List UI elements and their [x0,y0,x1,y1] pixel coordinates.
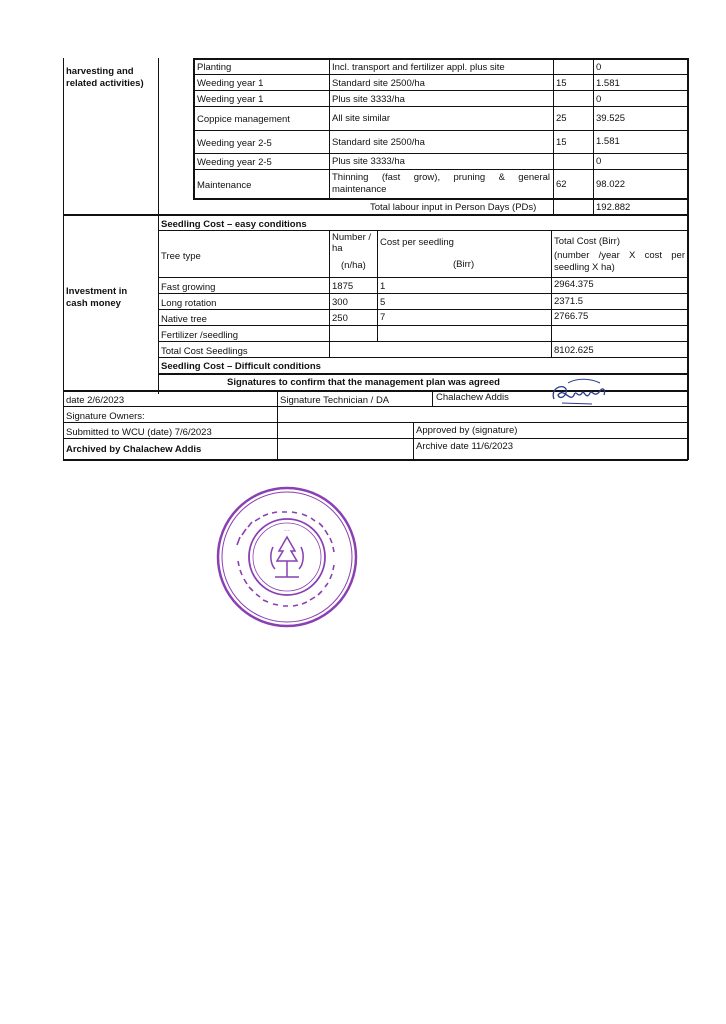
labour-activity: Coppice management [197,114,290,125]
tree-total: 2371.5 [554,296,584,307]
tree-type-header: Tree type [161,251,201,262]
number-header-line1: Number / [332,232,372,243]
tree-cost: 7 [380,312,386,323]
tree-type: Native tree [161,314,207,325]
labour-description: Plus site 3333/ha [332,94,405,105]
tree-total: 2766.75 [554,311,589,322]
total-labour-label: Total labour input in Person Days (PDs) [370,202,537,213]
tree-type: Fertilizer /seedling [161,330,239,341]
labour-description: Plus site 3333/ha [332,156,405,167]
labour-cost: 0 [596,94,602,105]
tree-number: 300 [332,297,348,308]
labour-activity: Weeding year 2-5 [197,138,272,149]
labour-description: Thinning (fast grow), pruning & general maintenance [332,172,550,195]
number-header-line3: (n/ha) [341,260,366,271]
labour-cost: 0 [596,62,602,73]
seedling-difficult-title: Seedling Cost – Difficult conditions [161,361,321,372]
tree-number: 250 [332,313,348,324]
date-field: date 2/6/2023 [66,395,125,406]
labour-days: 15 [556,78,567,89]
investment-label-line2: cash money [66,298,121,309]
labour-description: All site similar [332,113,391,124]
tree-number: 1875 [332,281,354,292]
tree-type: Fast growing [161,282,216,293]
technician-label: Signature Technician / DA [280,395,390,406]
number-header-line2: ha [332,243,343,254]
labour-days: 62 [556,179,567,190]
labour-description: Standard site 2500/ha [332,137,425,148]
archived-by-field: Archived by Chalachew Addis [66,444,202,455]
submitted-field: Submitted to WCU (date) 7/6/2023 [66,427,212,438]
labour-cost: 1.581 [596,78,620,89]
labour-activity: Maintenance [197,180,252,191]
total-seedlings-value: 8102.625 [554,345,594,356]
harvesting-label-line2: related activities) [66,78,144,89]
total-labour-value: 192.882 [596,202,631,213]
labour-cost: 1.581 [596,136,620,147]
labour-description: Standard site 2500/ha [332,78,425,89]
total-header-line1: Total Cost (Birr) [554,236,620,247]
labour-days: 15 [556,137,567,148]
labour-cost: 0 [596,156,602,167]
svg-text:·····: ····· [283,528,291,533]
labour-cost: 39.525 [596,113,626,124]
signatures-title: Signatures to confirm that the management plan was agreed [227,377,500,388]
seedling-easy-title: Seedling Cost – easy conditions [161,219,307,230]
investment-label-line1: Investment in [66,286,128,297]
total-seedlings-label: Total Cost Seedlings [161,346,248,357]
total-header-line2: (number /year X cost per seedling X ha) [554,250,685,273]
labour-description: Incl. transport and fertilizer appl. plus site [332,62,505,73]
tree-total: 2964.375 [554,279,594,290]
labour-cost: 98.022 [596,179,626,190]
harvesting-label-line1: harvesting and [66,66,134,77]
owners-label: Signature Owners: [66,411,145,422]
tree-cost: 1 [380,281,386,292]
tree-type: Long rotation [161,298,217,309]
cost-header-line2: (Birr) [453,259,475,270]
labour-activity: Weeding year 2-5 [197,157,272,168]
labour-activity: Weeding year 1 [197,78,264,89]
tree-cost: 5 [380,297,386,308]
labour-activity: Weeding year 1 [197,94,264,105]
labour-activity: Planting [197,62,232,73]
approved-field: Approved by (signature) [416,425,518,436]
archive-date-field: Archive date 11/6/2023 [416,441,514,452]
official-stamp [215,485,360,630]
technician-name: Chalachew Addis [436,392,509,403]
cost-header-line1: Cost per seedling [380,237,454,248]
handwritten-signature [548,375,608,409]
labour-days: 25 [556,113,567,124]
